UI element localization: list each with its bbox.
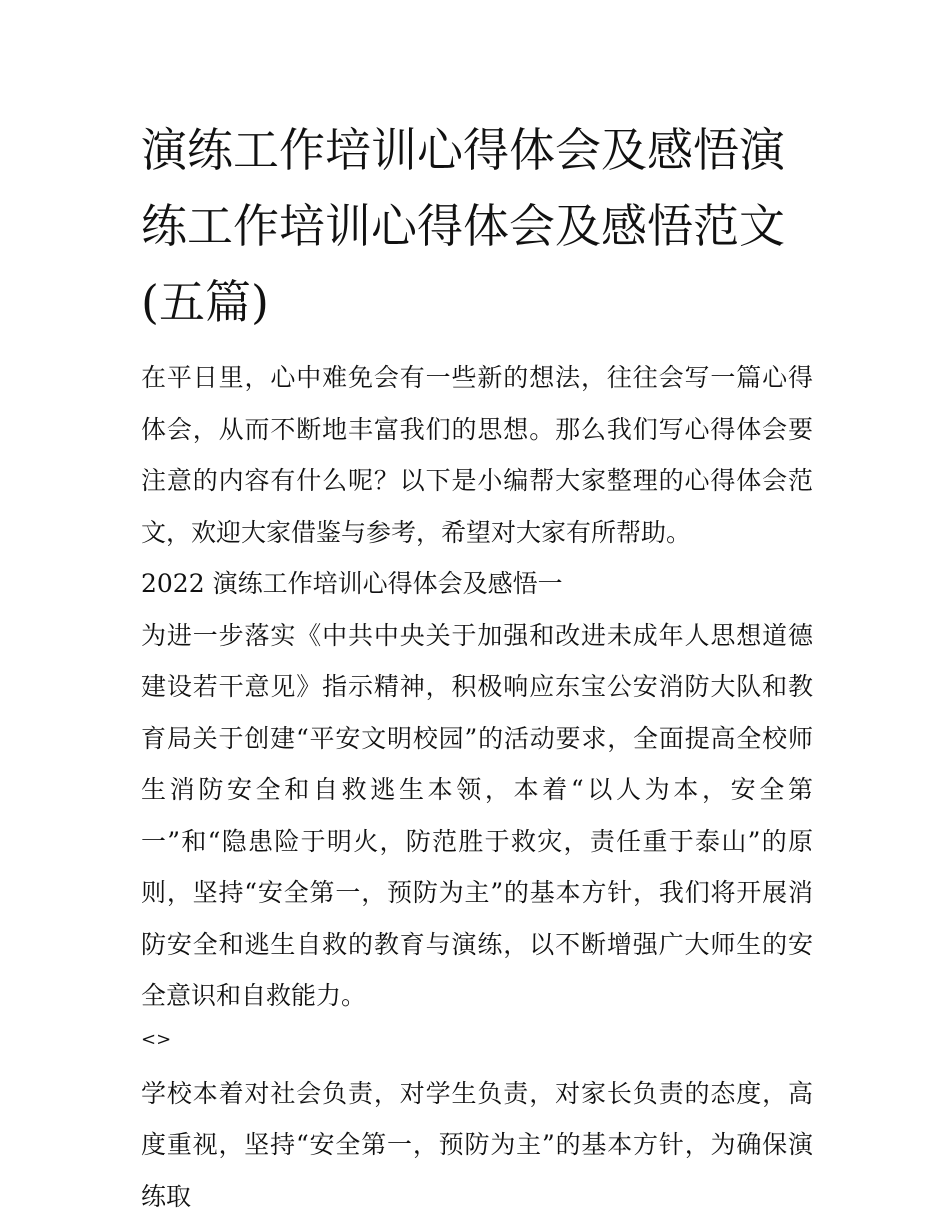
document-content [141,112,813,1222]
document-title: 演练工作培训心得体会及感悟演练工作培训心得体会及感悟范文(五篇) [141,123,785,329]
body-paragraph-2: 学校本着对社会负责，对学生负责，对家长负责的态度，高度重视，坚持“安全第一，预防为主”的基本方针，为确保演练取 [141,1078,813,1211]
section-heading: 2022 演练工作培训心得体会及感悟一 [141,569,563,598]
angle-bracket-marker: <> [141,1028,172,1050]
body-paragraph-1: 为进一步落实《中共中央关于加强和改进未成年人思想道德建设若干意见》指示精神，积极响应东宝公安消防大队和教育局关于创建“平安文明校园”的活动要求，全面提高全校师生消防安全和自救逃生本领，本着“以人为本，安全第一”和“隐患险于明火，防范胜于救灾，责任重于泰山”的原则，坚持“安全第一，预防为主”的基本方针，我们将开展消防安全和逃生自救的教育与演练，以不断增强广大师生的安全意识和自救能力。 [141,620,813,1010]
intro-paragraph: 在平日里，心中难免会有一些新的想法，往往会写一篇心得体会，从而不断地丰富我们的思想。那么我们写心得体会要注意的内容有什么呢？以下是小编帮大家整理的心得体会范文，欢迎大家借鉴与参考，希望对大家有所帮助。 [141,363,813,547]
